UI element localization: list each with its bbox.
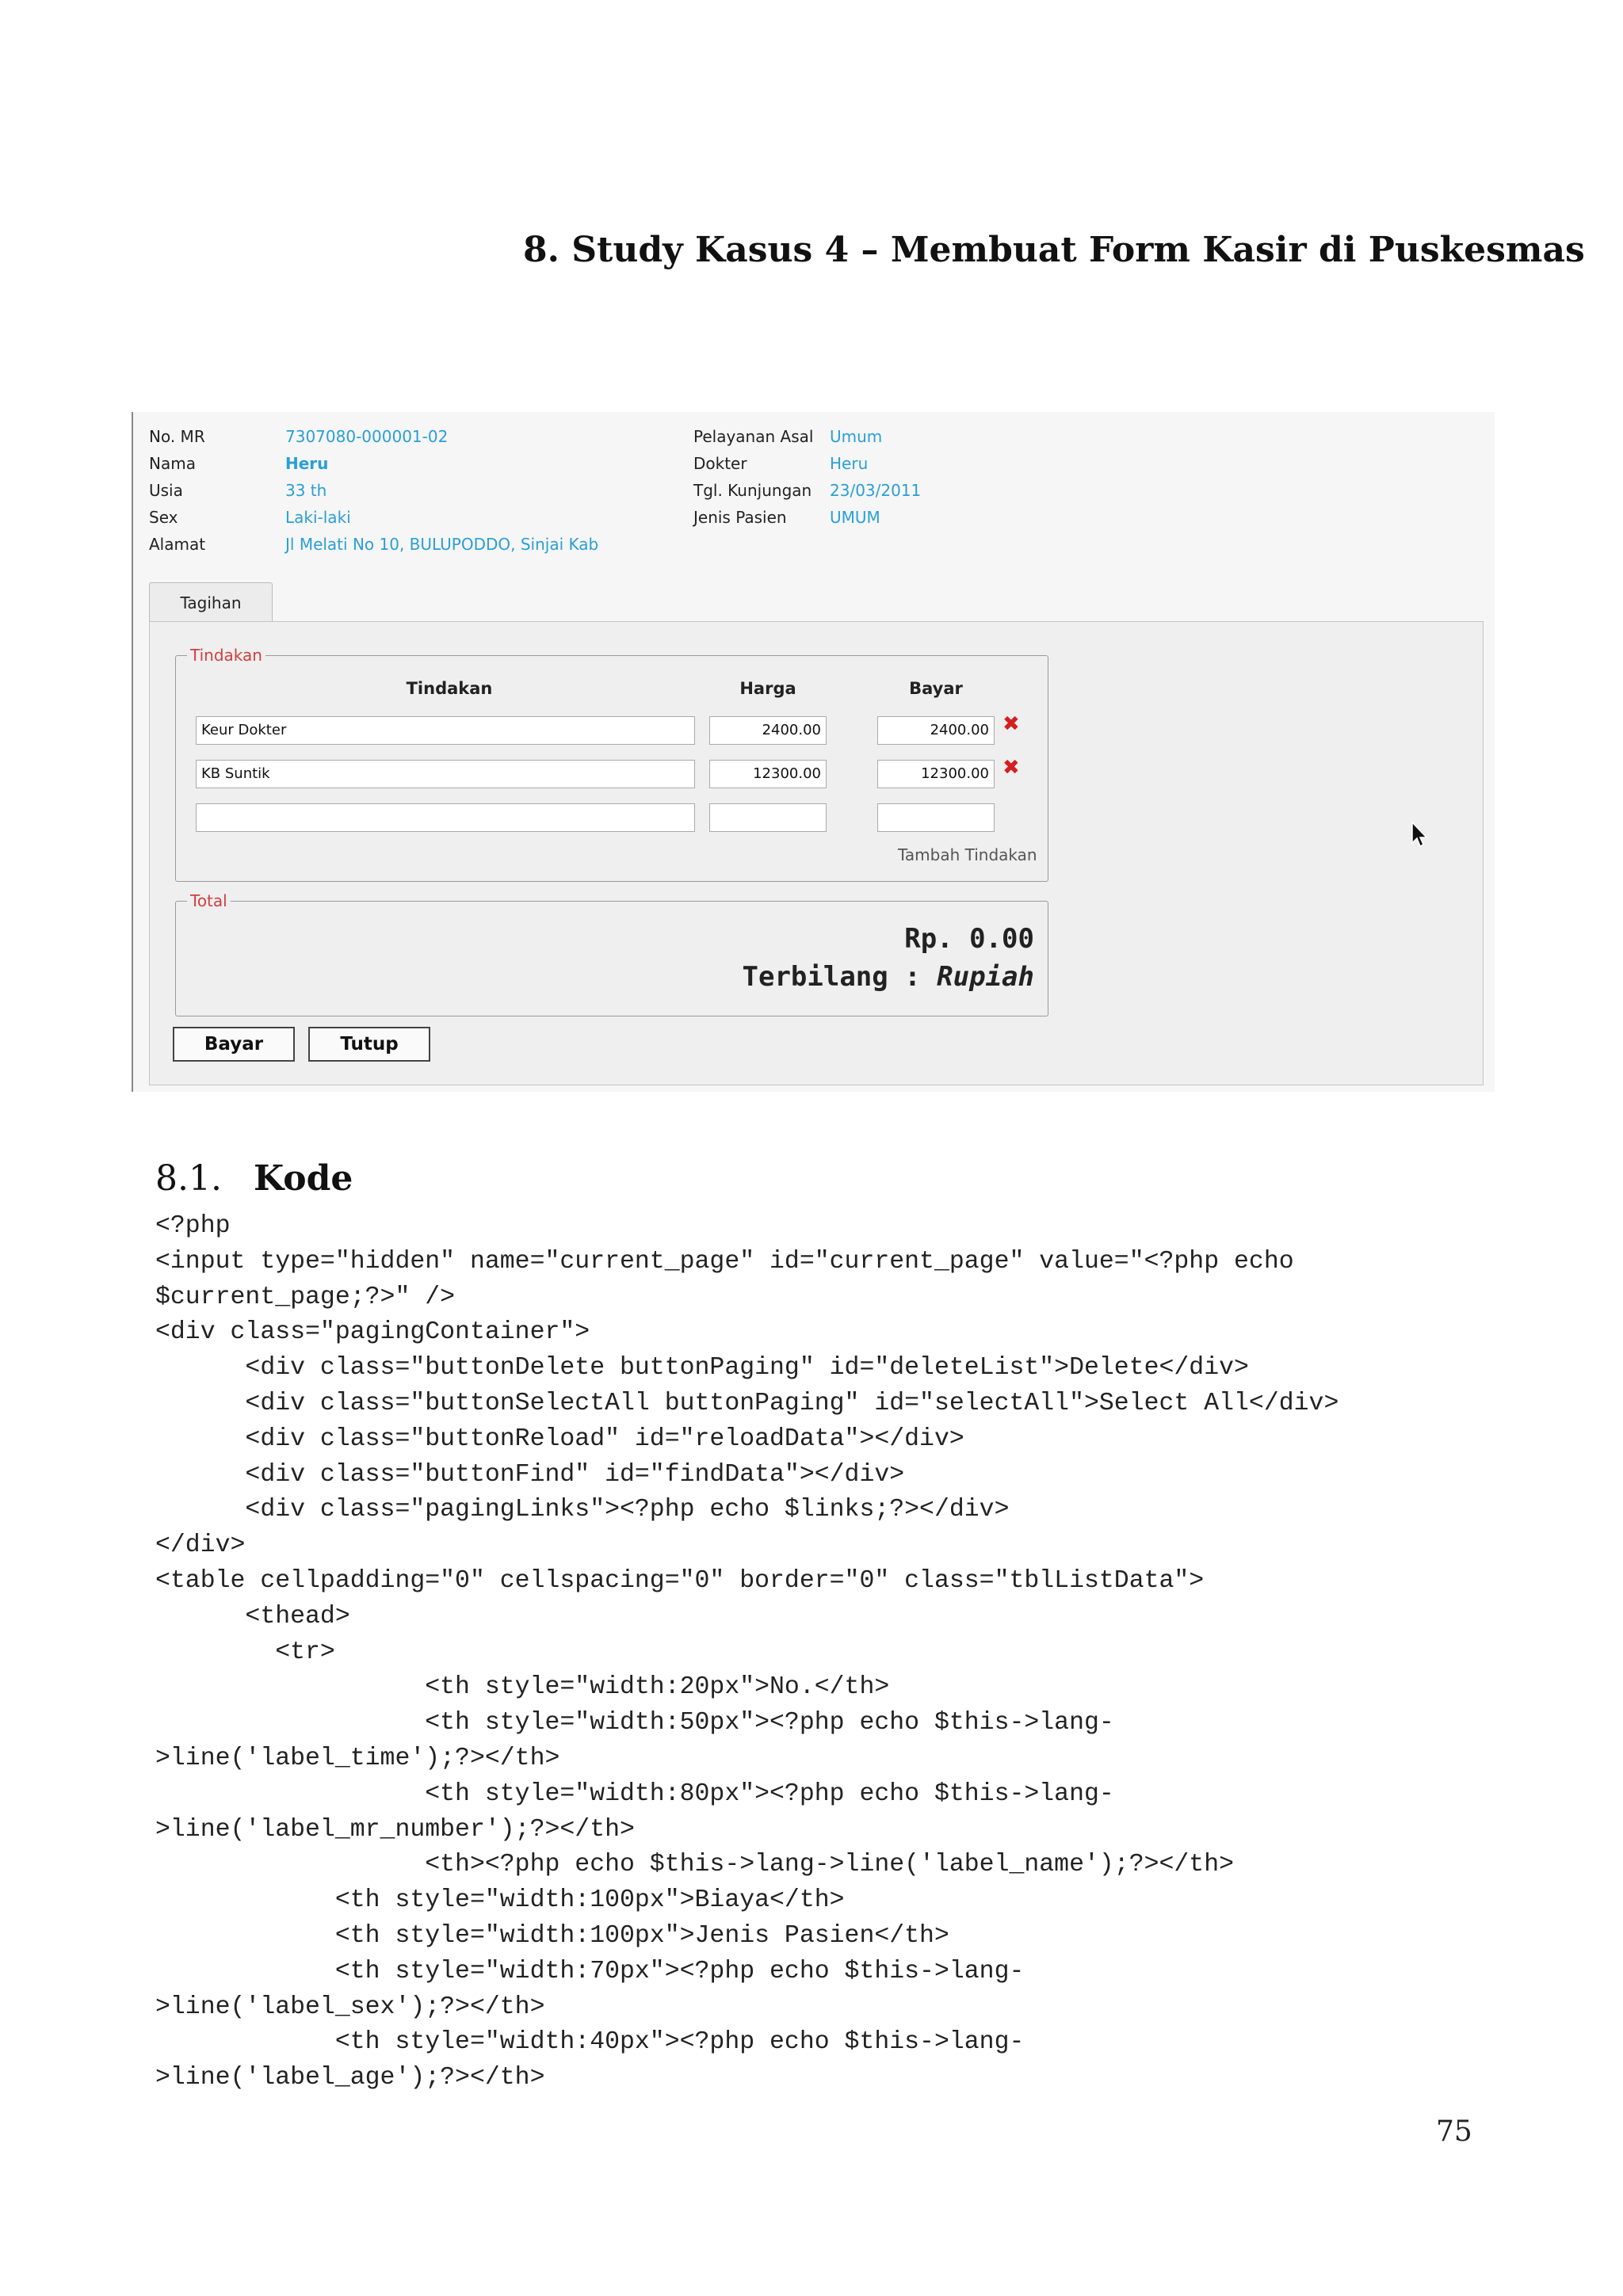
code-line: <tr> xyxy=(155,1638,335,1666)
label-pelayanan-asal: Pelayanan Asal xyxy=(693,427,814,446)
code-line: <table cellpadding="0" cellspacing="0" border="0" class="tblListData"> xyxy=(155,1566,1205,1595)
code-line: <th><?php echo $this->lang->line('label_name');?></th> xyxy=(155,1851,1235,1879)
cashier-form-screenshot xyxy=(132,412,1495,1092)
value-jenis-pasien: UMUM xyxy=(830,508,880,527)
value-no-mr: 7307080-000001-02 xyxy=(285,427,449,446)
code-line: <th style="width:70px"><?php echo $this->lang- xyxy=(155,1957,1025,1985)
terbilang-value: Rupiah xyxy=(937,961,1034,993)
code-line: <th style="width:100px">Biaya</th> xyxy=(155,1886,845,1915)
label-usia: Usia xyxy=(149,481,183,500)
harga-input[interactable] xyxy=(709,803,827,832)
code-line: <div class="buttonSelectAll buttonPaging" id="selectAll">Select All</div> xyxy=(155,1389,1339,1417)
mouse-pointer-icon xyxy=(1411,821,1430,849)
bayar-input[interactable] xyxy=(877,803,995,832)
total-block xyxy=(175,891,1047,1018)
bayar-input[interactable]: 2400.00 xyxy=(877,716,995,745)
label-sex: Sex xyxy=(149,508,178,527)
harga-input[interactable]: 2400.00 xyxy=(709,716,827,745)
label-alamat: Alamat xyxy=(149,535,206,554)
code-line: >line('label_age');?></th> xyxy=(155,2064,545,2092)
value-sex: Laki-laki xyxy=(285,508,351,527)
code-listing xyxy=(155,1209,1338,2096)
tindakan-legend: Tindakan xyxy=(190,646,262,665)
tagihan-panel xyxy=(149,621,1484,1085)
code-line: <div class="buttonDelete buttonPaging" id="deleteList">Delete</div> xyxy=(155,1354,1249,1383)
total-amount: Rp. 0.00 xyxy=(904,923,1034,955)
code-line: $current_page;?>" /> xyxy=(155,1283,456,1311)
code-line: <thead> xyxy=(155,1602,350,1630)
value-pelayanan-asal: Umum xyxy=(830,427,883,446)
value-usia: 33 th xyxy=(285,481,327,500)
subsection-number: 8.1. xyxy=(155,1158,222,1199)
code-line: <div class="pagingLinks"><?php echo $links;?></div> xyxy=(155,1496,1010,1524)
col-header-bayar: Bayar xyxy=(909,679,963,698)
code-line: <div class="pagingContainer"> xyxy=(155,1318,590,1347)
code-line: </div> xyxy=(155,1531,246,1560)
code-line: <div class="buttonReload" id="reloadData"></div> xyxy=(155,1425,964,1453)
value-alamat: Jl Melati No 10, BULUPODDO, Sinjai Kab xyxy=(285,535,599,554)
value-nama: Heru xyxy=(285,454,329,473)
label-nama: Nama xyxy=(149,454,196,473)
value-tgl-kunjungan: 23/03/2011 xyxy=(830,481,922,500)
code-line: >line('label_mr_number');?></th> xyxy=(155,1815,635,1844)
code-line: <th style="width:20px">No.</th> xyxy=(155,1673,890,1702)
label-dokter: Dokter xyxy=(693,454,747,473)
delete-row-icon[interactable]: ✖ xyxy=(1002,756,1020,780)
terbilang-line xyxy=(743,961,1034,993)
tutup-button[interactable]: Tutup xyxy=(308,1027,430,1062)
delete-row-icon[interactable]: ✖ xyxy=(1002,712,1020,736)
code-line: <th style="width:40px"><?php echo $this->lang- xyxy=(155,2028,1025,2057)
code-line: <?php xyxy=(155,1212,231,1240)
tindakan-input[interactable]: KB Suntik xyxy=(196,760,695,788)
bayar-input[interactable]: 12300.00 xyxy=(877,760,995,788)
tindakan-input[interactable] xyxy=(196,803,695,832)
tambah-tindakan-link[interactable]: Tambah Tindakan xyxy=(898,845,1037,864)
tindakan-input[interactable]: Keur Dokter xyxy=(196,716,695,745)
subsection-title: Kode xyxy=(254,1158,353,1199)
page-number: 75 xyxy=(1436,2115,1472,2148)
total-legend: Total xyxy=(190,891,227,910)
code-line: <th style="width:50px"><?php echo $this->lang- xyxy=(155,1709,1114,1737)
code-line: <th style="width:80px"><?php echo $this->lang- xyxy=(155,1779,1114,1808)
label-tgl-kunjungan: Tgl. Kunjungan xyxy=(693,481,812,500)
label-no-mr: No. MR xyxy=(149,427,205,446)
terbilang-label: Terbilang : xyxy=(742,961,921,993)
section-heading: 8. Study Kasus 4 – Membuat Form Kasir di Puskesmas xyxy=(523,230,1585,270)
subsection-heading xyxy=(155,1158,353,1199)
code-line: >line('label_time');?></th> xyxy=(155,1744,560,1772)
label-jenis-pasien: Jenis Pasien xyxy=(693,508,787,527)
value-dokter: Heru xyxy=(830,454,869,473)
bayar-button[interactable]: Bayar xyxy=(173,1027,295,1062)
code-line: >line('label_sex');?></th> xyxy=(155,1993,545,2021)
code-line: <input type="hidden" name="current_page" id="current_page" value="<?php echo xyxy=(155,1247,1294,1276)
harga-input[interactable]: 12300.00 xyxy=(709,760,827,788)
col-header-tindakan: Tindakan xyxy=(406,679,493,698)
tab-tagihan[interactable]: Tagihan xyxy=(149,582,273,623)
col-header-harga: Harga xyxy=(739,679,796,698)
code-line: <div class="buttonFind" id="findData"></div> xyxy=(155,1460,905,1489)
code-line: <th style="width:100px">Jenis Pasien</th> xyxy=(155,1921,949,1950)
